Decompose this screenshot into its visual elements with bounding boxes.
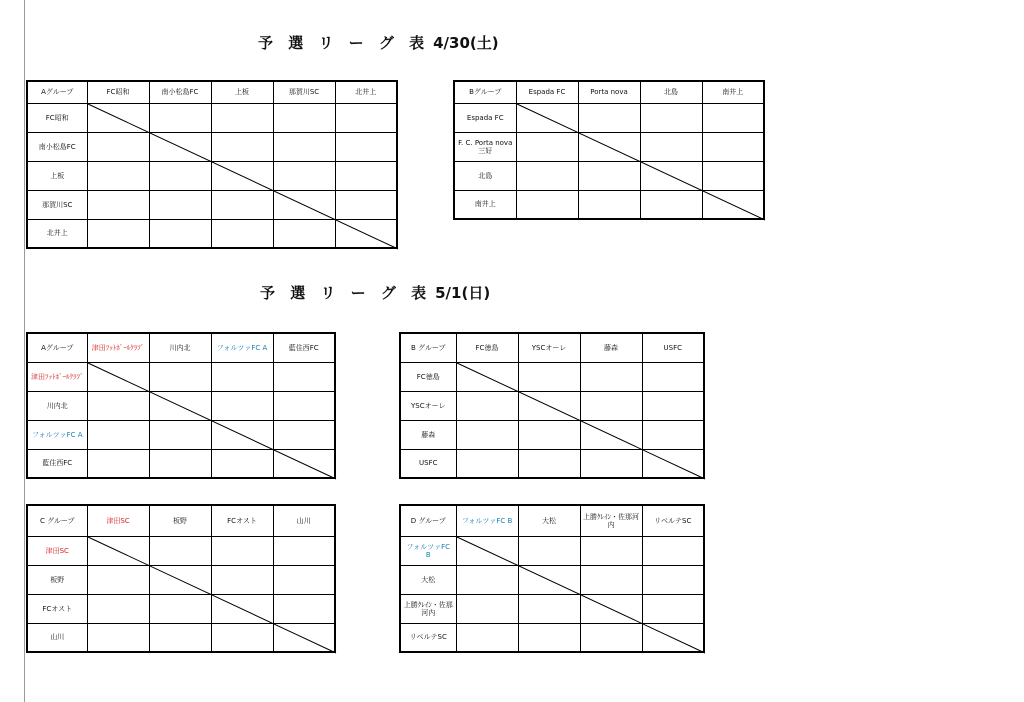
result-cell — [516, 190, 578, 219]
row-team-name: 山川 — [27, 623, 87, 652]
table-row — [400, 623, 704, 652]
column-team-name: 北島 — [640, 81, 702, 103]
league-table-1 — [26, 80, 398, 249]
result-cell — [149, 161, 211, 190]
group-label: Bグループ — [454, 81, 516, 103]
row-team-name: フォルツァFC B — [400, 536, 456, 565]
row-team-name: 北島 — [454, 161, 516, 190]
self-match-cell — [580, 420, 642, 449]
result-cell — [518, 536, 580, 565]
row-team-name: 南小松島FC — [27, 132, 87, 161]
page-left-edge — [24, 0, 25, 702]
group-label: C グループ — [27, 505, 87, 536]
table-row — [400, 391, 704, 420]
table-row — [27, 420, 335, 449]
table-row — [400, 565, 704, 594]
result-cell — [273, 103, 335, 132]
column-team-name: FC徳島 — [456, 333, 518, 362]
result-cell — [642, 536, 704, 565]
column-team-name: 板野 — [149, 505, 211, 536]
row-team-name: 上勝ｸﾚｲﾝ・佐那河内 — [400, 594, 456, 623]
heading-day2-date: 5/1(日) — [435, 284, 491, 302]
row-team-name: 上板 — [27, 161, 87, 190]
row-team-name: 大松 — [400, 565, 456, 594]
result-cell — [516, 132, 578, 161]
column-team-name: 上勝ｸﾚｲﾝ・佐那河内 — [580, 505, 642, 536]
result-cell — [580, 362, 642, 391]
result-cell — [580, 536, 642, 565]
column-team-name: USFC — [642, 333, 704, 362]
result-cell — [273, 391, 335, 420]
result-cell — [211, 449, 273, 478]
column-team-name: 川内北 — [149, 333, 211, 362]
row-team-name: 津田ﾌｯﾄﾎﾞｰﾙｸﾗﾌﾞ — [27, 362, 87, 391]
result-cell — [149, 420, 211, 449]
self-match-cell — [149, 132, 211, 161]
self-match-cell — [273, 623, 335, 652]
table-row — [27, 103, 397, 132]
result-cell — [149, 362, 211, 391]
column-team-name: 山川 — [273, 505, 335, 536]
column-team-name: 藍住西FC — [273, 333, 335, 362]
column-team-name: 藤森 — [580, 333, 642, 362]
self-match-cell — [642, 449, 704, 478]
result-cell — [87, 391, 149, 420]
heading-day1-date: 4/30(土) — [433, 34, 499, 52]
result-cell — [273, 565, 335, 594]
result-cell — [335, 132, 397, 161]
result-cell — [642, 391, 704, 420]
result-cell — [87, 219, 149, 248]
result-cell — [640, 190, 702, 219]
self-match-cell — [456, 536, 518, 565]
table-row — [454, 132, 764, 161]
column-team-name: FCオスト — [211, 505, 273, 536]
result-cell — [211, 190, 273, 219]
table-row — [454, 161, 764, 190]
result-cell — [642, 565, 704, 594]
result-cell — [518, 594, 580, 623]
self-match-cell — [211, 594, 273, 623]
table-row — [27, 594, 335, 623]
result-cell — [87, 132, 149, 161]
group-label: Aグループ — [27, 333, 87, 362]
result-cell — [518, 420, 580, 449]
league-table-3 — [26, 332, 336, 479]
self-match-cell — [273, 190, 335, 219]
result-cell — [211, 219, 273, 248]
result-cell — [580, 623, 642, 652]
column-team-name: 大松 — [518, 505, 580, 536]
result-cell — [578, 103, 640, 132]
column-team-name: 那賀川SC — [273, 81, 335, 103]
self-match-cell — [456, 362, 518, 391]
table-row — [27, 219, 397, 248]
self-match-cell — [149, 391, 211, 420]
group-label: B グループ — [400, 333, 456, 362]
table-row — [27, 190, 397, 219]
table-row — [27, 161, 397, 190]
result-cell — [211, 536, 273, 565]
heading-day2 — [260, 282, 490, 303]
result-cell — [149, 449, 211, 478]
column-team-name: リベルテSC — [642, 505, 704, 536]
result-cell — [273, 161, 335, 190]
result-cell — [702, 103, 764, 132]
column-team-name: Porta nova — [578, 81, 640, 103]
row-team-name: YSCオーレ — [400, 391, 456, 420]
result-cell — [149, 536, 211, 565]
heading-day2-text: 予 選 リ ー グ 表 — [260, 284, 432, 302]
column-team-name: 南井上 — [702, 81, 764, 103]
result-cell — [273, 219, 335, 248]
result-cell — [149, 623, 211, 652]
league-table-5 — [26, 504, 336, 653]
row-team-name: 南井上 — [454, 190, 516, 219]
column-team-name: FC昭和 — [87, 81, 149, 103]
result-cell — [456, 623, 518, 652]
group-label: D グループ — [400, 505, 456, 536]
league-table-4 — [399, 332, 705, 479]
column-team-name: YSCオーレ — [518, 333, 580, 362]
self-match-cell — [516, 103, 578, 132]
result-cell — [273, 536, 335, 565]
result-cell — [211, 623, 273, 652]
result-cell — [518, 362, 580, 391]
row-team-name: 藤森 — [400, 420, 456, 449]
league-table-6 — [399, 504, 705, 653]
result-cell — [87, 565, 149, 594]
column-team-name: 津田SC — [87, 505, 149, 536]
table-row — [27, 132, 397, 161]
column-team-name: フォルツァFC B — [456, 505, 518, 536]
table-row — [400, 536, 704, 565]
row-team-name: 津田SC — [27, 536, 87, 565]
self-match-cell — [211, 420, 273, 449]
row-team-name: フォルツァFC A — [27, 420, 87, 449]
self-match-cell — [580, 594, 642, 623]
self-match-cell — [211, 161, 273, 190]
row-team-name: USFC — [400, 449, 456, 478]
result-cell — [211, 362, 273, 391]
result-cell — [273, 594, 335, 623]
result-cell — [578, 190, 640, 219]
column-team-name: フォルツァFC A — [211, 333, 273, 362]
row-team-name: リベルテSC — [400, 623, 456, 652]
heading-day1-text: 予 選 リ ー グ 表 — [258, 34, 430, 52]
result-cell — [456, 594, 518, 623]
group-label: Aグループ — [27, 81, 87, 103]
result-cell — [149, 219, 211, 248]
result-cell — [273, 132, 335, 161]
result-cell — [87, 420, 149, 449]
table-row — [400, 449, 704, 478]
result-cell — [87, 594, 149, 623]
result-cell — [87, 190, 149, 219]
result-cell — [211, 103, 273, 132]
row-team-name: FC昭和 — [27, 103, 87, 132]
result-cell — [87, 623, 149, 652]
result-cell — [211, 132, 273, 161]
table-row — [400, 594, 704, 623]
table-row — [27, 623, 335, 652]
row-team-name: FC徳島 — [400, 362, 456, 391]
table-row — [400, 362, 704, 391]
result-cell — [273, 420, 335, 449]
result-cell — [149, 190, 211, 219]
self-match-cell — [149, 565, 211, 594]
result-cell — [149, 103, 211, 132]
self-match-cell — [640, 161, 702, 190]
self-match-cell — [518, 565, 580, 594]
table-row — [454, 103, 764, 132]
result-cell — [335, 161, 397, 190]
table-row — [454, 190, 764, 219]
self-match-cell — [87, 103, 149, 132]
result-cell — [580, 449, 642, 478]
heading-day1 — [258, 32, 499, 53]
self-match-cell — [273, 449, 335, 478]
result-cell — [335, 190, 397, 219]
result-cell — [702, 132, 764, 161]
league-table-2 — [453, 80, 765, 220]
row-team-name: 藍住西FC — [27, 449, 87, 478]
table-row — [400, 420, 704, 449]
row-team-name: 板野 — [27, 565, 87, 594]
result-cell — [516, 161, 578, 190]
result-cell — [456, 449, 518, 478]
result-cell — [87, 449, 149, 478]
result-cell — [456, 565, 518, 594]
self-match-cell — [87, 536, 149, 565]
result-cell — [335, 103, 397, 132]
result-cell — [149, 594, 211, 623]
column-team-name: 南小松島FC — [149, 81, 211, 103]
column-team-name: 津田ﾌｯﾄﾎﾞｰﾙｸﾗﾌﾞ — [87, 333, 149, 362]
result-cell — [640, 103, 702, 132]
self-match-cell — [335, 219, 397, 248]
table-row — [27, 565, 335, 594]
self-match-cell — [518, 391, 580, 420]
column-team-name: Espada FC — [516, 81, 578, 103]
self-match-cell — [87, 362, 149, 391]
row-team-name: 北井上 — [27, 219, 87, 248]
result-cell — [456, 420, 518, 449]
column-team-name: 北井上 — [335, 81, 397, 103]
result-cell — [642, 420, 704, 449]
result-cell — [273, 362, 335, 391]
table-row — [27, 449, 335, 478]
table-row — [27, 536, 335, 565]
column-team-name: 上板 — [211, 81, 273, 103]
row-team-name: 那賀川SC — [27, 190, 87, 219]
self-match-cell — [642, 623, 704, 652]
result-cell — [456, 391, 518, 420]
result-cell — [640, 132, 702, 161]
result-cell — [211, 565, 273, 594]
self-match-cell — [578, 132, 640, 161]
result-cell — [211, 391, 273, 420]
result-cell — [702, 161, 764, 190]
table-row — [27, 362, 335, 391]
result-cell — [87, 161, 149, 190]
result-cell — [578, 161, 640, 190]
row-team-name: Espada FC — [454, 103, 516, 132]
row-team-name: F. C. Porta nova三好 — [454, 132, 516, 161]
result-cell — [580, 391, 642, 420]
result-cell — [518, 449, 580, 478]
table-row — [27, 391, 335, 420]
result-cell — [642, 594, 704, 623]
result-cell — [518, 623, 580, 652]
self-match-cell — [702, 190, 764, 219]
row-team-name: FCオスト — [27, 594, 87, 623]
result-cell — [642, 362, 704, 391]
result-cell — [580, 565, 642, 594]
row-team-name: 川内北 — [27, 391, 87, 420]
